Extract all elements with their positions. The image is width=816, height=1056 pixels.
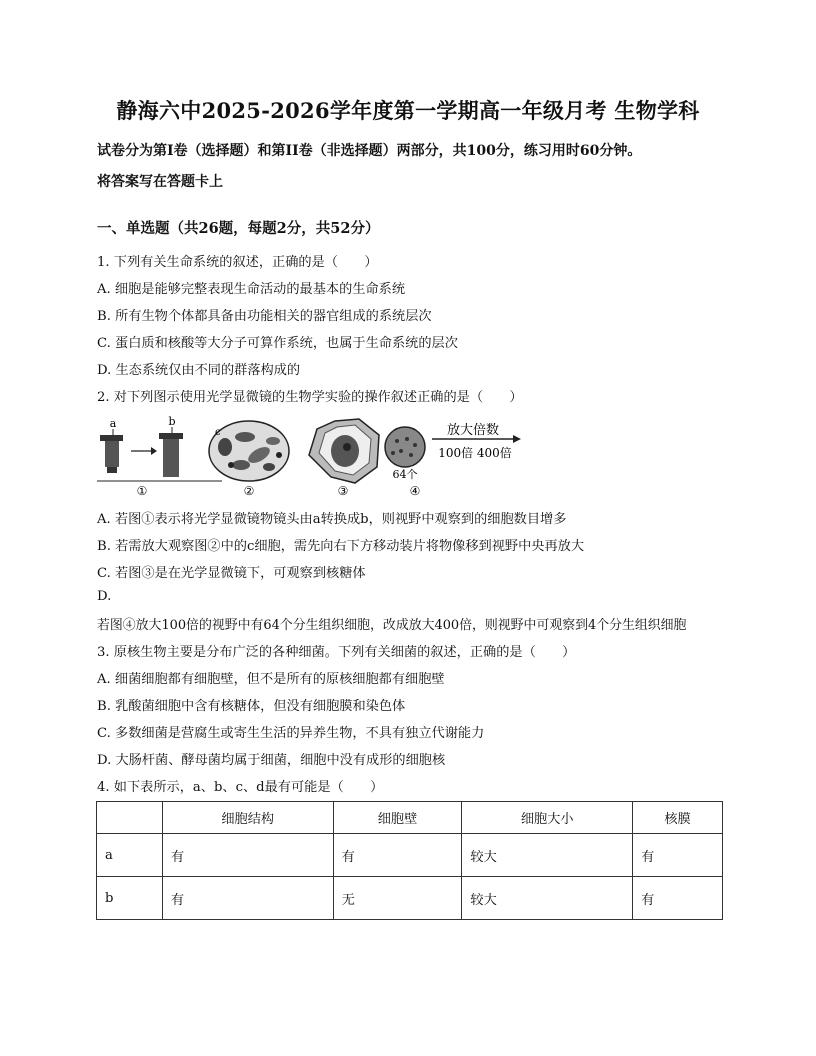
q4-table — [96, 801, 723, 920]
magnification-panel — [385, 422, 521, 498]
q3-option-b: B. 乳酸菌细胞中含有核糖体，但没有细胞膜和染色体 — [97, 699, 406, 714]
table-cell: 较大 — [462, 877, 633, 920]
microscope-figure — [97, 415, 527, 500]
table-header-cell: 细胞大小 — [462, 802, 633, 834]
q2-option-d-text: 若图④放大100倍的视野中有64个分生组织细胞，改成放大400倍，则视野中可观察到4个分生组织细胞 — [97, 618, 687, 633]
table-cell: 有 — [162, 877, 333, 920]
q3-option-c: C. 多数细菌是营腐生或寄生生活的异养生物，不具有独立代谢能力 — [97, 726, 485, 741]
q3-option-d: D. 大肠杆菌、酵母菌均属于细菌，细胞中没有成形的细胞核 — [97, 753, 446, 768]
q1-option-d: D. 生态系统仅由不同的群落构成的 — [97, 363, 301, 378]
q1-option-c: C. 蛋白质和核酸等大分子可算作系统，也属于生命系统的层次 — [97, 336, 458, 351]
intro-line-2: 将答案写在答题卡上 — [97, 174, 223, 190]
q2-option-a: A. 若图①表示将光学显微镜物镜头由a转换成b，则视野中观察到的细胞数目增多 — [97, 512, 567, 527]
table-header-cell: 细胞壁 — [333, 802, 462, 834]
table-header-row — [97, 802, 723, 834]
figure-label-3: ③ — [337, 484, 349, 498]
q2-option-c: C. 若图③是在光学显微镜下，可观察到核糖体 — [97, 566, 366, 581]
magnification-values: 100倍 400倍 — [438, 446, 512, 460]
page-title: 静海六中2025-2026学年度第一学期高一年级月考 生物学科 — [116, 98, 700, 123]
table-cell: 有 — [162, 834, 333, 877]
magnification-arrow-text: 放大倍数 — [446, 423, 500, 438]
q3-option-a: A. 细菌细胞都有细胞壁，但不是所有的原核细胞都有细胞壁 — [97, 672, 445, 687]
table-cell: a — [97, 834, 163, 877]
q2-option-b: B. 若需放大观察图②中的c细胞，需先向右下方移动装片将物像移到视野中央再放大 — [97, 539, 585, 554]
lens-a-label: a — [109, 417, 117, 430]
cell-c-label: c — [215, 427, 221, 438]
table-cell: 有 — [333, 834, 462, 877]
q1-option-a: A. 细胞是能够完整表现生命活动的最基本的生命系统 — [97, 282, 406, 297]
cells-field-panel — [209, 421, 289, 498]
table-cell: 有 — [633, 834, 723, 877]
q1-option-b: B. 所有生物个体都具备由功能相关的器官组成的系统层次 — [97, 309, 432, 324]
table-header-cell: 核膜 — [633, 802, 723, 834]
table-header-cell — [97, 802, 163, 834]
figure-label-2: ② — [243, 484, 255, 498]
q2-stem: 2. 对下列图示使用光学显微镜的生物学实验的操作叙述正确的是（ ） — [97, 390, 523, 405]
intro-line-1: 试卷分为第I卷（选择题）和第II卷（非选择题）两部分，共100分，练习用时60分钟。 — [97, 143, 642, 159]
table-cell: 较大 — [462, 834, 633, 877]
table-cell: b — [97, 877, 163, 920]
table-header-cell: 细胞结构 — [162, 802, 333, 834]
q3-stem: 3. 原核生物主要是分布广泛的各种细菌。下列有关细菌的叙述，正确的是（ ） — [97, 645, 576, 660]
q1-stem: 1. 下列有关生命系统的叙述，正确的是（ ） — [97, 255, 378, 270]
q2-option-d-label: D. — [97, 589, 112, 604]
figure-label-1: ① — [136, 484, 148, 498]
plant-cell-panel — [309, 419, 379, 498]
objective-lens-panel — [97, 415, 222, 498]
q4-stem: 4. 如下表所示，a、b、c、d最有可能是（ ） — [97, 780, 384, 795]
cell-count-label: 64个 — [392, 468, 418, 481]
section-heading: 一、单选题（共26题，每题2分，共52分） — [97, 220, 380, 237]
table-cell: 无 — [333, 877, 462, 920]
lens-b-label: b — [168, 415, 176, 428]
table-cell: 有 — [633, 877, 723, 920]
table-row — [97, 834, 723, 877]
table-row — [97, 877, 723, 920]
figure-label-4: ④ — [409, 484, 421, 498]
